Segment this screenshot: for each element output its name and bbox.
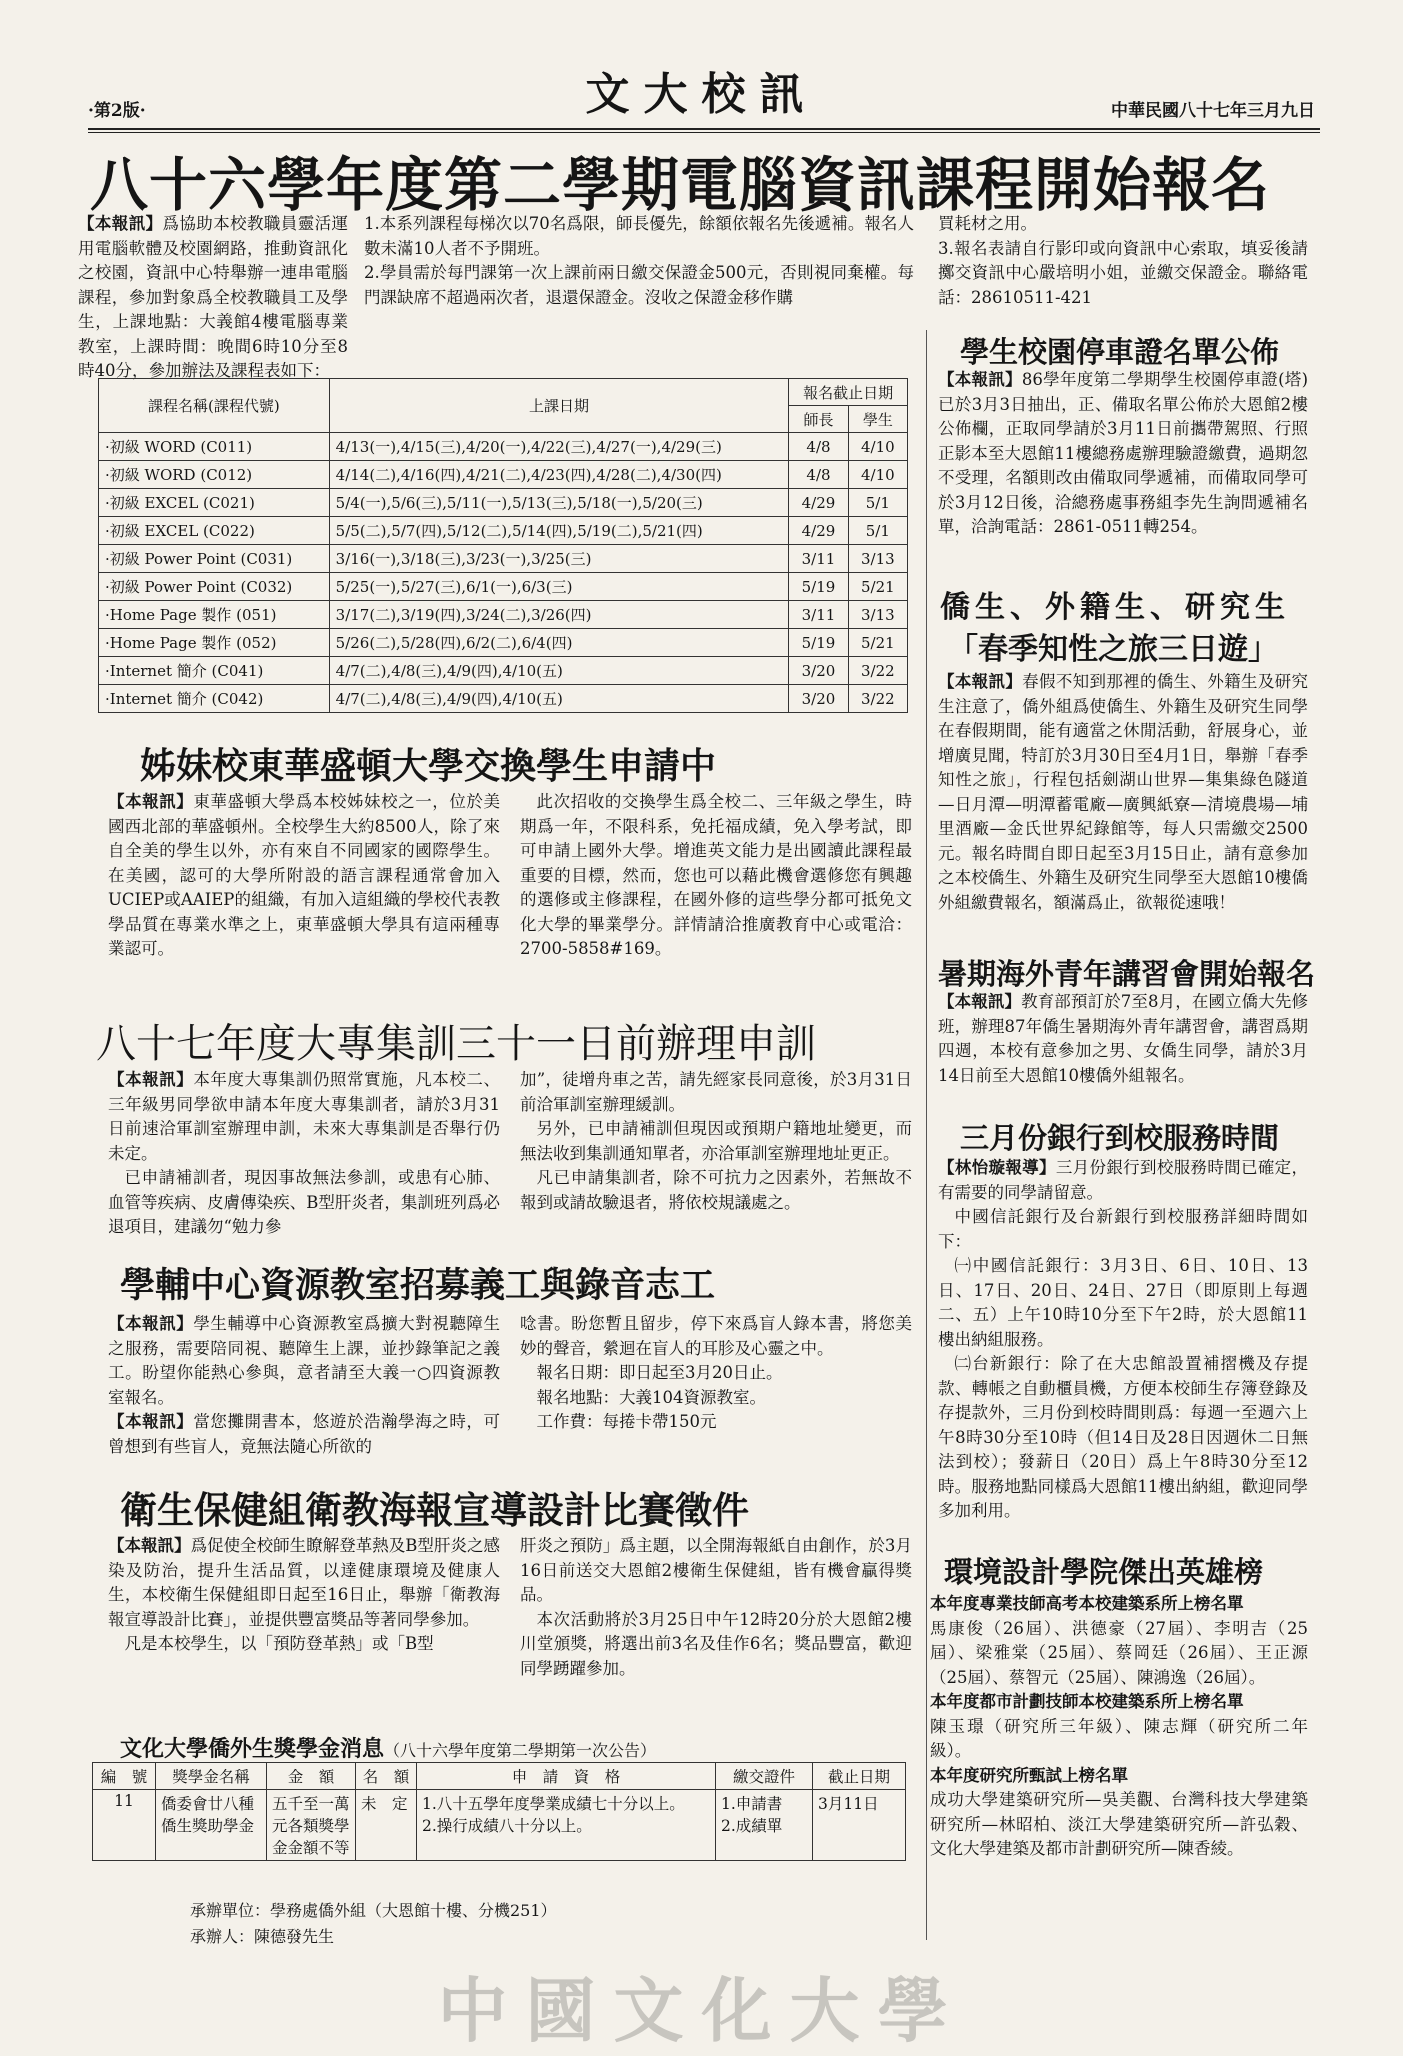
faculty-deadline: 3/20 — [789, 685, 848, 713]
course-table — [98, 378, 908, 713]
student-header: 學生 — [848, 406, 907, 433]
poster-col1: 【本報訊】爲促使全校師生瞭解登革熱及B型肝炎之感染及防治，提升生活品質，以達健康環境及健康人生，本校衛生保健組即日起至16日止，舉辦「衛教海報宣導設計比賽」，並提供豐富獎品等著同學參加。 凡是本校學生，以「預防登革熱」或「B型 — [108, 1536, 500, 1653]
course-dates: 3/17(二),3/19(四),3/24(二),3/26(四) — [329, 601, 789, 629]
course-header: 課程名稱(課程代號) — [99, 379, 330, 433]
sch-deadline: 3月11日 — [813, 1790, 906, 1861]
computer-course-col3: 買耗材之用。 3.報名表請自行影印或向資訊中心索取，填妥後請擲交資訊中心嚴培明小姐，並繳交保證金。聯絡電話：28610511-421 — [938, 214, 1308, 307]
sch-header: 截止日期 — [813, 1763, 906, 1790]
table-row — [99, 573, 908, 601]
sch-requirements: 1.八十五學年度學業成績七十分以上。 2.操行成績八十分以上。 — [417, 1790, 716, 1861]
honors-text: 本年度專業技師高考本校建築系所上榜名單 馬康俊（26屆）、洪德豪（27屆）、李明吉（25屆）、梁雅棠（25屆）、蔡岡廷（26屆）、王正源（25屆）、蔡智元（25屆）、陳鴻逸（26屆）。 本年度都市計劃技師本校建築系所上榜名單 陳玉璟（研究所三年級）、陳志輝（研究所二年級）。 本年度研究所甄試上榜名單 成功大學建築研究所—吳美觀、台灣科技大學建築研究所—林昭柏、淡江大學建築研究所—許弘穀、文化大學建築及都市計劃研究所—陳香綾。 — [930, 1594, 1308, 1858]
course-dates: 5/5(二),5/7(四),5/12(二),5/14(四),5/19(二),5/21(四) — [329, 517, 789, 545]
faculty-header: 師長 — [789, 406, 848, 433]
column-divider — [926, 330, 927, 1940]
trip-headline1: 僑生、外籍生、研究生 — [940, 590, 1290, 625]
course-name: ·初級 EXCEL (C022) — [99, 517, 330, 545]
course-dates: 4/14(二),4/16(四),4/21(二),4/23(四),4/28(二),4/30(四) — [329, 461, 789, 489]
trip-text: 【本報訊】春假不知到那裡的僑生、外籍生及研究生注意了，僑外組爲使僑生、外籍生及研究生同學在春假期間，能有適當之休閒活動，舒展身心，並增廣見聞，特訂於3月30日至4月1日，舉辦「春季知性之旅」，行程包括劍湖山世界—集集綠色隧道—日月潭—明潭蓄電廠—廣興紙寮—清境農場—埔里酒廠—金氏世界紀錄館等，每人只需繳交2500元。報名時間自即日起至3月15日止，請有意參加之本校僑生、外籍生及研究生同學至大恩館10樓僑外組繳費報名，額滿爲止，欲報從速哦！ — [938, 672, 1309, 912]
course-name: ·Home Page 製作 (052) — [99, 629, 330, 657]
table-row — [99, 545, 908, 573]
sch-documents: 1.申請書 2.成績單 — [716, 1790, 813, 1861]
parking-text: 【本報訊】86學年度第二學期學生校園停車證(塔)已於3月3日抽出，正、備取名單公佈於大恩館2樓公佈欄，正取同學請於3月11日前攜帶駕照、行照正影本至大恩館11樓總務處辦理驗證繳費，過期忽不受理，名額則改由備取同學遞補，而備取同學可於3月12日後，洽總務處事務組李先生詢問遞補名單，洽詢電話：2861-0511轉254。 — [938, 370, 1309, 536]
course-name: ·初級 WORD (C011) — [99, 433, 330, 461]
table-row — [99, 657, 908, 685]
poster-col2: 肝炎之預防」爲主題，以全開海報紙自由創作，於3月16日前送交大恩館2樓衛生保健組，皆有機會贏得獎品。 本次活動將於3月25日中午12時20分於大恩館2樓川堂頒獎，將選出前3名及佳作6名；獎品豐富，歡迎同學踴躍參加。 — [520, 1536, 912, 1678]
table-row — [99, 685, 908, 713]
volunteer-reg-place: 報名地點：大義104資源教室。 — [536, 1387, 766, 1407]
bank-headline: 三月份銀行到校服務時間 — [960, 1121, 1280, 1155]
sch-header: 編 號 — [93, 1763, 156, 1790]
faculty-deadline: 4/29 — [789, 517, 848, 545]
course-dates: 4/7(二),4/8(三),4/9(四),4/10(五) — [329, 685, 789, 713]
computer-course-col2: 1.本系列課程每梯次以70名爲限，師長優先，餘額依報名先後遞補。報名人數未滿10人者不予開班。 2.學員需於每門課第一次上課前兩日繳交保證金500元，否則視同棄權。每門課缺席不超過兩次者，退還保證金。沒收之保證金移作購 — [364, 214, 914, 307]
volunteer-col1: 【本報訊】學生輔導中心資源教室爲擴大對視聽障生之服務，需要陪同視、聽障生上課，並抄錄筆記之義工。盼望你能熱心參與，意者請至大義一○四資源教室報名。 【本報訊】當您攤開書本，悠遊於浩瀚學海之時，可曾想到有些盲人，竟無法隨心所欲的 — [108, 1314, 501, 1456]
course-name: ·初級 Power Point (C031) — [99, 545, 330, 573]
volunteer-headline: 學輔中心資源教室招募義工與錄音志工 — [120, 1266, 716, 1306]
sch-header: 申 請 資 格 — [417, 1763, 716, 1790]
volunteer-fee: 工作費：每捲卡帶150元 — [536, 1412, 717, 1431]
faculty-deadline: 4/8 — [789, 461, 848, 489]
faculty-deadline: 5/19 — [789, 573, 848, 601]
honors-headline: 環境設計學院傑出英雄榜 — [944, 1555, 1264, 1589]
trip-headline2: 「春季知性之旅三日遊」 — [948, 632, 1278, 667]
masthead-rule-thin — [88, 132, 1320, 133]
faculty-deadline: 3/20 — [789, 657, 848, 685]
sch-name: 僑委會廿八種僑生獎助學金 — [156, 1790, 267, 1861]
course-dates: 5/25(一),5/27(三),6/1(一),6/3(三) — [329, 573, 789, 601]
sch-header: 繳交證件 — [716, 1763, 813, 1790]
student-deadline: 5/1 — [848, 517, 907, 545]
student-deadline: 4/10 — [848, 433, 907, 461]
exchange-col1: 【本報訊】東華盛頓大學爲本校姊妹校之一，位於美國西北部的華盛頓州。全校學生大約8500人，除了來自全美的學生以外，亦有來自不同國家的國際學生。在美國，認可的大學所附設的語言課程通常會加入UCIEP或AAIEP的組織，有加入這組織的學校代表教學品質在專業水準之上，東華盛頓大學具有這兩種專業認可。 — [108, 792, 501, 958]
parking-headline: 學生校園停車證名單公佈 — [960, 335, 1280, 369]
deadline-header: 報名截止日期 — [789, 379, 908, 406]
course-name: ·初級 Power Point (C032) — [99, 573, 330, 601]
computer-course-col1 — [78, 212, 348, 384]
masthead-title: 文大校訊 — [585, 69, 818, 120]
military-headline: 八十七年度大專集訓三十一日前辦理申訓 — [96, 1021, 816, 1067]
student-deadline: 5/21 — [848, 573, 907, 601]
faculty-deadline: 5/19 — [789, 629, 848, 657]
course-dates: 5/4(一),5/6(三),5/11(一),5/13(三),5/18(一),5/20(三) — [329, 489, 789, 517]
course-name: ·初級 WORD (C012) — [99, 461, 330, 489]
course-dates: 4/7(二),4/8(三),4/9(四),4/10(五) — [329, 657, 789, 685]
student-deadline: 5/21 — [848, 629, 907, 657]
student-deadline: 4/10 — [848, 461, 907, 489]
student-deadline: 5/1 — [848, 489, 907, 517]
course-name: ·Internet 簡介 (C041) — [99, 657, 330, 685]
youth-headline: 暑期海外青年講習會開始報名 — [938, 957, 1316, 991]
course-name: ·Home Page 製作 (051) — [99, 601, 330, 629]
scholarship-contact: 承辦人：陳德發先生 — [190, 1927, 335, 1946]
masthead-rule — [88, 128, 1320, 130]
youth-text: 【本報訊】教育部預訂於7至8月，在國立僑大先修班，辦理87年僑生暑期海外青年講習會，講習爲期四週，本校有意參加之男、女僑生同學，請於3月14日前至大恩館10樓僑外組報名。 — [938, 992, 1309, 1085]
exchange-col2: 此次招收的交換學生爲全校二、三年級之學生，時期爲一年，不限科系，免托福成績，免入學考試，即可申請上國外大學。增進英文能力是出國讀此課程最重要的目標，然而，您也可以藉此機會選修您有興趣的選修或主修課程，在國外修的這些學分都可抵免文化大學的畢業學分。詳情請洽推廣教育中心或電洽：2700-5858#169。 — [520, 792, 912, 958]
edition-label: ·第2版· — [88, 101, 146, 121]
course-name: ·Internet 簡介 (C042) — [99, 685, 330, 713]
military-col1: 【本報訊】本年度大專集訓仍照常實施，凡本校二、三年級男同學欲申請本年度大專集訓者，請於3月31日前速洽軍訓室辦理申訓，未來大專集訓是否舉行仍未定。 已申請補訓者，現因事故無法參訓，或患有心肺、血管等疾病、皮膚傳染疾、B型肝炎者，集訓班列爲必退項目，建議勿“勉力參 — [108, 1070, 501, 1236]
computer-course-para1: 【本報訊】爲協助本校教職員靈活運用電腦軟體及校園網路，推動資訊化之校園，資訊中心特舉辦一連串電腦課程，參加對象爲全校教職員工及學生，上課地點：大義館4樓電腦專業教室，上課時間：晚間6時10分至8時40分，參加辦法及課程表如下： — [78, 214, 349, 380]
table-row — [93, 1790, 906, 1861]
table-row — [99, 461, 908, 489]
table-row — [99, 517, 908, 545]
course-dates: 3/16(一),3/18(三),3/23(一),3/25(三) — [329, 545, 789, 573]
course-name: ·初級 EXCEL (C021) — [99, 489, 330, 517]
sch-header: 獎學金名稱 — [156, 1763, 267, 1790]
issue-date: 中華民國八十七年三月九日 — [1111, 101, 1315, 121]
faculty-deadline: 3/11 — [789, 545, 848, 573]
sch-no: 11 — [93, 1790, 156, 1861]
student-deadline: 3/22 — [848, 685, 907, 713]
student-deadline: 3/22 — [848, 657, 907, 685]
faculty-deadline: 3/11 — [789, 601, 848, 629]
table-row — [99, 601, 908, 629]
sch-quota: 未 定 — [356, 1790, 417, 1861]
computer-course-headline: 八十六學年度第二學期電腦資訊課程開始報名 — [90, 151, 1271, 219]
student-deadline: 3/13 — [848, 545, 907, 573]
table-row — [99, 489, 908, 517]
sch-header: 名 額 — [356, 1763, 417, 1790]
scholarship-organizer: 承辦單位：學務處僑外組（大恩館十樓、分機251） — [190, 1901, 557, 1920]
military-col2: 加”，徒增舟車之苦，請先經家長同意後，於3月31日前洽軍訓室辦理緩訓。 另外，已申請補訓但現因或預期户籍地址變更，而無法收到集訓通知單者，亦洽軍訓室辦理地址更正。 凡已申請集訓者，除不可抗力之因素外，若無故不報到或請故驗退者，將依校規議處之。 — [520, 1070, 912, 1212]
student-deadline: 3/13 — [848, 601, 907, 629]
volunteer-col2: 唸書。盼您暫且留步，停下來爲盲人錄本書，將您美妙的聲音，縈迴在盲人的耳胗及心靈之中。 報名日期：即日起至3月20日止。 報名地點：大義104資源教室。 工作費：每捲卡帶150元 — [520, 1312, 912, 1435]
scholarship-table — [92, 1762, 906, 1861]
exchange-headline: 姊妹校東華盛頓大學交換學生申請中 — [140, 746, 717, 787]
faculty-deadline: 4/8 — [789, 433, 848, 461]
table-row — [99, 433, 908, 461]
table-row — [99, 629, 908, 657]
course-dates: 5/26(二),5/28(四),6/2(二),6/4(四) — [329, 629, 789, 657]
poster-headline: 衛生保健組衛教海報宣導設計比賽徵件 — [120, 1489, 749, 1532]
scholarship-title: 文化大學僑外生獎學金消息（八十六學年度第二學期第一次公告） — [120, 1737, 657, 1762]
faculty-deadline: 4/29 — [789, 489, 848, 517]
dates-header: 上課日期 — [329, 379, 789, 433]
university-watermark: 中國文化大學 — [437, 1969, 966, 2052]
bank-text: 【林怡璇報導】三月份銀行到校服務時間已確定，有需要的同學請留意。 中國信託銀行及台新銀行到校服務詳細時間如下： ㈠中國信託銀行：3月3日、6日、10日、13日、17日、20日、24日、27日（即原則上每週二、五）上午10時10分至下午2時，於大恩館11樓出納組服務。 ㈡台新銀行：除了在大忠館設置補摺機及存提款、轉帳之自動櫃員機，方便本校師生存簿登錄及存提款外，三月份到校時間則爲：每週一至週六上午8時30分至10時（但14日及28日因週休二日無法到校）；發薪日（20日）爲上午8時30分至12時。服務地點同樣爲大恩館11樓出納組，歡迎同學多加利用。 — [938, 1158, 1309, 1520]
course-dates: 4/13(一),4/15(三),4/20(一),4/22(三),4/27(一),4/29(三) — [329, 433, 789, 461]
volunteer-reg-date: 報名日期：即日起至3月20日止。 — [536, 1363, 783, 1382]
sch-amount: 五千至一萬元各類獎學金金額不等 — [267, 1790, 356, 1861]
sch-header: 金 額 — [267, 1763, 356, 1790]
